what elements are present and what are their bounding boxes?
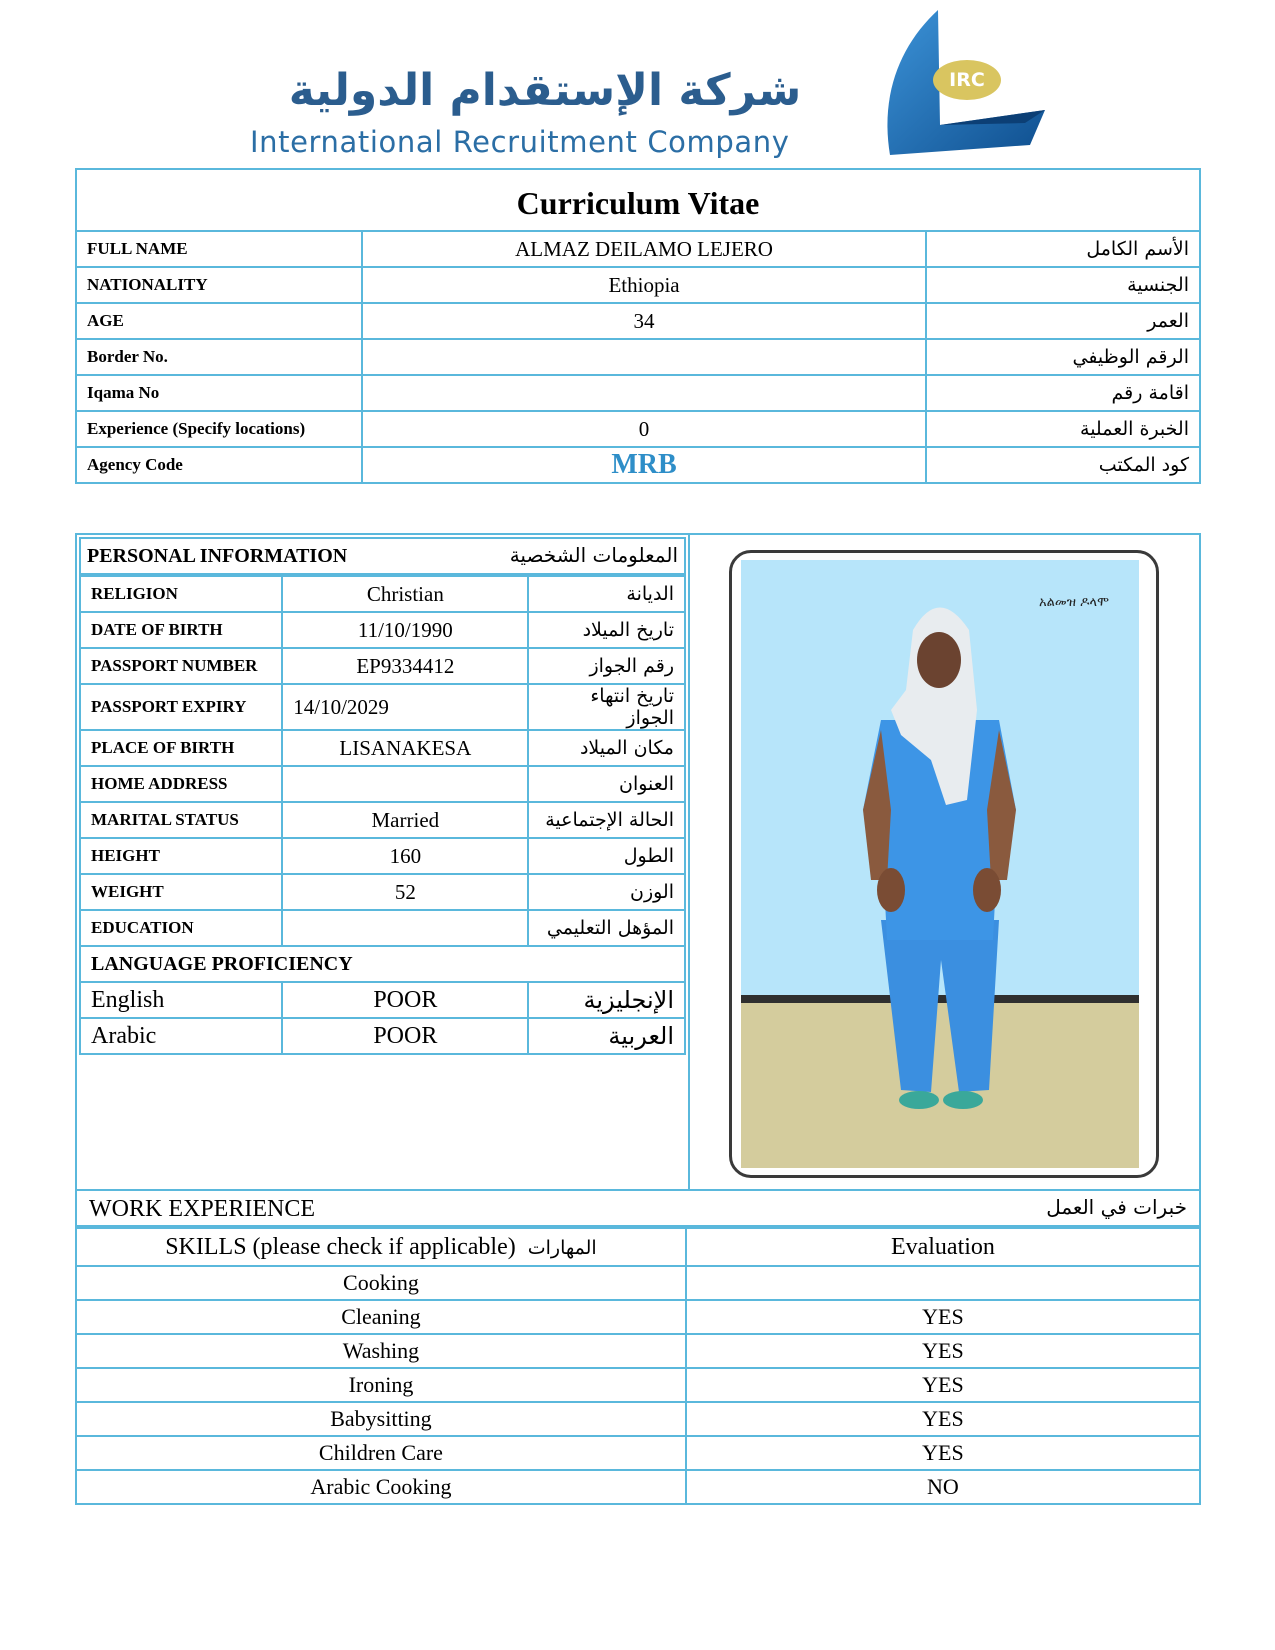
skill-name: Ironing <box>76 1368 686 1402</box>
language-english-label-ar: الإنجليزية <box>528 982 685 1018</box>
skill-name: Children Care <box>76 1436 686 1470</box>
personal-info-title: PERSONAL INFORMATION <box>87 545 348 567</box>
marital-status-value: Married <box>282 802 528 838</box>
cv-summary-table <box>75 230 1201 484</box>
experience-label-ar: الخبرة العملية <box>926 411 1200 447</box>
table-row <box>76 267 1200 303</box>
table-row <box>80 1018 685 1054</box>
candidate-photo <box>741 560 1139 1168</box>
company-name-english: International Recruitment Company <box>250 125 790 159</box>
dob-value: 11/10/1990 <box>282 612 528 648</box>
table-row <box>80 766 685 802</box>
iqama-no-label-ar: اقامة رقم <box>926 375 1200 411</box>
place-of-birth-label-ar: مكان الميلاد <box>528 730 685 766</box>
skill-evaluation: YES <box>686 1436 1200 1470</box>
skill-evaluation: YES <box>686 1368 1200 1402</box>
skill-evaluation: NO <box>686 1470 1200 1504</box>
skill-name: Washing <box>76 1334 686 1368</box>
place-of-birth-value: LISANAKESA <box>282 730 528 766</box>
skill-name: Babysitting <box>76 1402 686 1436</box>
table-row <box>80 648 685 684</box>
table-row <box>80 684 685 730</box>
passport-expiry-value: 14/10/2029 <box>282 684 528 730</box>
table-row <box>76 1436 1200 1470</box>
table-row <box>76 303 1200 339</box>
passport-number-value: EP9334412 <box>282 648 528 684</box>
skill-evaluation: YES <box>686 1334 1200 1368</box>
company-logo <box>240 5 1080 160</box>
irc-badge: IRC <box>933 60 1001 100</box>
border-no-label-ar: الرقم الوظيفي <box>926 339 1200 375</box>
height-value: 160 <box>282 838 528 874</box>
work-experience-heading <box>75 1191 1201 1227</box>
passport-number-label: PASSPORT NUMBER <box>80 648 282 684</box>
work-experience-title: WORK EXPERIENCE <box>89 1196 315 1222</box>
religion-value: Christian <box>282 576 528 612</box>
company-name-arabic: شركة الإستقدام الدولية <box>288 65 802 116</box>
table-row <box>80 910 685 946</box>
agency-code-value: MRB <box>362 447 927 483</box>
education-label-ar: المؤهل التعليمي <box>528 910 685 946</box>
weight-value: 52 <box>282 874 528 910</box>
place-of-birth-label: PLACE OF BIRTH <box>80 730 282 766</box>
education-label: EDUCATION <box>80 910 282 946</box>
language-arabic-level: POOR <box>282 1018 528 1054</box>
personal-info-title-ar: المعلومات الشخصية <box>509 543 678 567</box>
nationality-label-ar: الجنسية <box>926 267 1200 303</box>
dob-label: DATE OF BIRTH <box>80 612 282 648</box>
personal-info-heading <box>79 537 686 575</box>
agency-code-label-ar: كود المكتب <box>926 447 1200 483</box>
photo-caption: አልመዝ ዶላሞ <box>1038 595 1109 610</box>
skill-name: Cleaning <box>76 1300 686 1334</box>
skills-header <box>76 1228 686 1266</box>
table-row <box>80 730 685 766</box>
nationality-value: Ethiopia <box>362 267 927 303</box>
height-label-ar: الطول <box>528 838 685 874</box>
iqama-no-label: Iqama No <box>76 375 362 411</box>
skills-header-label-ar: المهارات <box>527 1236 597 1259</box>
language-english-level: POOR <box>282 982 528 1018</box>
skill-evaluation <box>686 1266 1200 1300</box>
home-address-value <box>282 766 528 802</box>
marital-status-label-ar: الحالة الإجتماعية <box>528 802 685 838</box>
religion-label: RELIGION <box>80 576 282 612</box>
table-row <box>80 802 685 838</box>
table-row <box>76 1402 1200 1436</box>
height-label: HEIGHT <box>80 838 282 874</box>
table-row <box>76 447 1200 483</box>
table-row <box>76 1470 1200 1504</box>
skill-name: Cooking <box>76 1266 686 1300</box>
skills-header-label: SKILLS (please check if applicable) <box>165 1233 516 1260</box>
table-row <box>76 1300 1200 1334</box>
section-divider <box>688 533 690 1191</box>
table-row <box>80 612 685 648</box>
skills-table <box>75 1227 1201 1505</box>
weight-label: WEIGHT <box>80 874 282 910</box>
home-address-label-ar: العنوان <box>528 766 685 802</box>
table-row <box>76 1368 1200 1402</box>
full-name-label-ar: الأسم الكامل <box>926 231 1200 267</box>
table-row <box>80 838 685 874</box>
evaluation-header: Evaluation <box>686 1228 1200 1266</box>
table-row <box>76 1228 1200 1266</box>
language-english-label: English <box>80 982 282 1018</box>
age-label-ar: العمر <box>926 303 1200 339</box>
table-row <box>76 339 1200 375</box>
skill-evaluation: YES <box>686 1300 1200 1334</box>
table-row <box>76 1334 1200 1368</box>
table-row <box>80 946 685 982</box>
border-no-label: Border No. <box>76 339 362 375</box>
experience-label: Experience (Specify locations) <box>76 411 362 447</box>
passport-expiry-label-ar: تاريخ انتهاء الجواز <box>528 684 685 730</box>
age-label: AGE <box>76 303 362 339</box>
passport-expiry-label: PASSPORT EXPIRY <box>80 684 282 730</box>
marital-status-label: MARITAL STATUS <box>80 802 282 838</box>
education-value <box>282 910 528 946</box>
skill-name: Arabic Cooking <box>76 1470 686 1504</box>
cv-title: Curriculum Vitae <box>75 168 1201 230</box>
experience-value: 0 <box>362 411 927 447</box>
border-no-value <box>362 339 927 375</box>
weight-label-ar: الوزن <box>528 874 685 910</box>
home-address-label: HOME ADDRESS <box>80 766 282 802</box>
personal-info-table <box>79 575 686 1055</box>
full-name-value: ALMAZ DEILAMO LEJERO <box>362 231 927 267</box>
nationality-label: NATIONALITY <box>76 267 362 303</box>
passport-number-label-ar: رقم الجواز <box>528 648 685 684</box>
skill-evaluation: YES <box>686 1402 1200 1436</box>
person-figure <box>741 560 1139 1168</box>
dob-label-ar: تاريخ الميلاد <box>528 612 685 648</box>
table-row <box>76 1266 1200 1300</box>
language-arabic-label-ar: العربية <box>528 1018 685 1054</box>
table-row <box>80 576 685 612</box>
age-value: 34 <box>362 303 927 339</box>
language-arabic-label: Arabic <box>80 1018 282 1054</box>
table-row <box>80 982 685 1018</box>
language-proficiency-heading: LANGUAGE PROFICIENCY <box>80 946 685 982</box>
table-row <box>76 231 1200 267</box>
iqama-no-value <box>362 375 927 411</box>
agency-code-label: Agency Code <box>76 447 362 483</box>
work-experience-title-ar: خبرات في العمل <box>1046 1195 1187 1219</box>
full-name-label: FULL NAME <box>76 231 362 267</box>
table-row <box>76 411 1200 447</box>
religion-label-ar: الديانة <box>528 576 685 612</box>
table-row <box>80 874 685 910</box>
table-row <box>76 375 1200 411</box>
